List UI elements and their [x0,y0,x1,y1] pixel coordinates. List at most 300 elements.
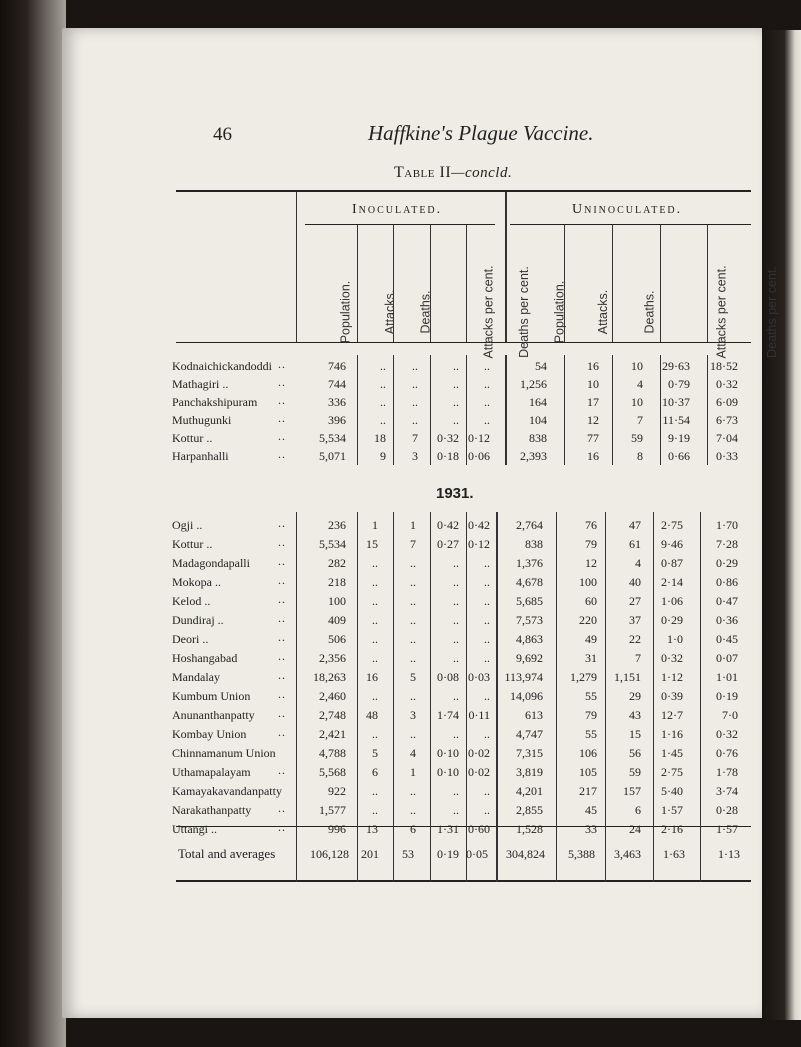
table-cell: 10·37 [662,395,690,409]
table-cell: .. [380,359,386,373]
table-cell: 164 [529,395,547,409]
table-cell: 0·03 [468,670,490,684]
table-cell: 0·10 [437,746,459,760]
year-heading: 1931. [436,485,474,502]
table-cell: 220 [579,613,597,627]
leader-dots: .. [278,535,286,549]
place-name: Mathagiri .. [172,377,229,391]
total-label: Total and averages [178,846,276,861]
table-cell: 55 [585,727,597,741]
table-row [0,765,801,785]
table-cell: 1·12 [661,670,683,684]
table-cell: 113,974 [504,670,543,684]
leader-dots: .. [278,820,286,834]
table-cell: 3 [412,449,418,463]
table-cell: .. [410,651,416,665]
table-cell: 3·74 [716,784,738,798]
column-header [628,232,657,334]
total-cell: 1·13 [718,847,740,861]
column-header-label: Deaths per cent. [764,266,779,358]
table-cell: 2·75 [661,765,683,779]
table-cell: 1,256 [520,377,547,391]
table-cell: .. [484,556,490,570]
col-divider [707,225,708,342]
table-cell: 29 [629,689,641,703]
totals-row [0,847,801,867]
table-cell: 24 [629,822,641,836]
table-cell: 1,376 [516,556,543,570]
place-name: Chinnamanum Union [172,746,276,760]
table-cell: .. [453,784,459,798]
table-cell: 746 [328,359,346,373]
total-cell: 201 [361,847,379,861]
table-cell: 12 [585,556,597,570]
place-name: Uthamapalayam [172,765,251,779]
table-cell: 5 [372,746,378,760]
leader-dots: .. [278,429,286,443]
place-name: Uttangi .. [172,822,217,836]
table-cell: .. [484,377,490,391]
column-header-label: Population. [552,280,567,344]
place-name: Anunanthanpatty [172,708,255,722]
column-header [314,232,353,344]
table-cell: 1·31 [437,822,459,836]
table-row [0,689,801,709]
table-row [0,359,801,379]
table-cell: .. [453,651,459,665]
header-bottom-rule [176,342,751,343]
table-cell: 47 [629,518,641,532]
table-cell: 2,460 [319,689,346,703]
leader-dots: .. [278,375,286,389]
place-name: Kodnaichickandoddi [172,359,272,373]
table-cell: 5,685 [516,594,543,608]
column-header-label: Attacks per cent. [481,265,496,359]
table-cell: .. [380,395,386,409]
table-cell: 77 [587,431,599,445]
table-cell: 6 [410,822,416,836]
table-cell: 5,534 [319,431,346,445]
leader-dots: .. [278,357,286,371]
table-cell: 0·32 [716,377,738,391]
table-cell: 13 [366,822,378,836]
table-cell: .. [453,727,459,741]
table-cell: 4,788 [319,746,346,760]
table-cell: 9 [380,449,386,463]
table-cell: .. [484,613,490,627]
col-divider [466,225,467,342]
table-cell: 5,534 [319,537,346,551]
table-cell: 744 [328,377,346,391]
table-cell: 6·73 [716,413,738,427]
table-cell: 9·46 [661,537,683,551]
column-header-label: Population. [338,280,353,344]
table-cell: .. [484,359,490,373]
table-cell: .. [484,689,490,703]
column-header [404,232,433,334]
table-cell: 2,748 [319,708,346,722]
table-cell: .. [412,359,418,373]
table-cell: .. [372,651,378,665]
table-cell: 55 [585,689,597,703]
table-cell: 8 [637,449,643,463]
table-cell: 336 [328,395,346,409]
table-cell: .. [380,413,386,427]
table-cell: 2,855 [516,803,543,817]
table-cell: 15 [629,727,641,741]
table-cell: 0·28 [716,803,738,817]
table-cell: 18 [374,431,386,445]
place-name: Mandalay [172,670,220,684]
table-row [0,537,801,557]
table-row [0,803,801,823]
table-cell: 104 [529,413,547,427]
table-cell: .. [410,575,416,589]
table-cell: 0·42 [468,518,490,532]
table-row [0,556,801,576]
table-cell: 7 [635,651,641,665]
table-cell: 217 [579,784,597,798]
table-cell: 506 [328,632,346,646]
table-cell: 9,692 [516,651,543,665]
table-cell: 9·19 [668,431,690,445]
table-cell: 0·36 [716,613,738,627]
table-cell: .. [410,689,416,703]
column-header-label: Deaths. [642,290,657,334]
table-row [0,431,801,451]
table-cell: 49 [585,632,597,646]
column-header-label: Attacks per cent. [714,265,729,359]
group-rule-uninoculated [510,224,751,225]
leader-dots: .. [278,411,286,425]
table-cell: 2,356 [319,651,346,665]
col-divider [612,225,613,342]
table-row [0,395,801,415]
table-cell: .. [372,632,378,646]
table-cell: 16 [587,449,599,463]
table-cell: 218 [328,575,346,589]
table-cell: .. [484,727,490,741]
table-cell: 29·63 [662,359,690,373]
table-cell: 56 [629,746,641,760]
table-row [0,727,801,747]
table-cell: 2,764 [516,518,543,532]
table-cell: 10 [587,377,599,391]
col-divider [660,225,661,342]
leader-dots: .. [278,554,286,568]
table-cell: 0·66 [668,449,690,463]
column-header-label: Deaths per cent. [516,266,531,358]
table-cell: 22 [629,632,641,646]
table-cell: .. [453,632,459,646]
table-cell: 1·70 [716,518,738,532]
table-cell: 2,421 [319,727,346,741]
table-cell: 0·29 [716,556,738,570]
table-cell: 37 [629,613,641,627]
table-cell: .. [484,575,490,589]
table-cell: .. [453,377,459,391]
column-header [368,232,398,335]
table-row [0,413,801,433]
table-cell: 6 [372,765,378,779]
table-cell: 0·06 [468,449,490,463]
page-number: 46 [213,124,232,145]
table-cell: .. [453,613,459,627]
table-cell: 2·14 [661,575,683,589]
table-cell: 409 [328,613,346,627]
leader-dots: .. [278,763,286,777]
table-cell: 3,819 [516,765,543,779]
table-row [0,708,801,728]
table-cell: 7·04 [716,431,738,445]
table-cell: 1,151 [614,670,641,684]
leader-dots: .. [278,668,286,682]
table-cell: .. [484,803,490,817]
table-cell: 79 [585,537,597,551]
table-cell: 43 [629,708,641,722]
table-title-main: Table II [394,164,452,181]
column-header [726,232,779,358]
place-name: Ogji .. [172,518,203,532]
table-cell: .. [484,651,490,665]
table-cell: 838 [525,537,543,551]
leader-dots: .. [278,447,286,461]
table-cell: 838 [529,431,547,445]
total-cell: 3,463 [614,847,641,861]
table-cell: 105 [579,765,597,779]
table-cell: .. [484,395,490,409]
table-cell: 0·27 [437,537,459,551]
leader-dots: .. [278,516,286,530]
table-cell: 4 [410,746,416,760]
table-cell: .. [412,413,418,427]
table-row [0,613,801,633]
table-cell: 59 [631,431,643,445]
table-cell: 396 [328,413,346,427]
place-name: Kottur .. [172,431,213,445]
table-row [0,784,801,804]
place-name: Kottur .. [172,537,213,551]
table-cell: 11·54 [662,413,690,427]
table-cell: 0·29 [661,613,683,627]
table-cell: 14,096 [510,689,543,703]
column-header-label: Attacks. [596,289,611,335]
table-cell: 0·33 [716,449,738,463]
table-cell: 4,201 [516,784,543,798]
column-header [442,232,496,359]
table-cell: 0·86 [716,575,738,589]
col-divider-main [505,192,507,342]
table-cell: 5,071 [319,449,346,463]
total-cell: 1·63 [663,847,685,861]
table-cell: 1·57 [661,803,683,817]
table-cell: .. [453,803,459,817]
inoculated-header: Inoculated. [352,202,443,217]
table-cell: 7 [637,413,643,427]
table-cell: .. [453,689,459,703]
table-cell: 0·45 [716,632,738,646]
place-name: Kamayakavandanpatty [172,784,282,798]
table-cell: 236 [328,518,346,532]
table-cell: 16 [366,670,378,684]
table-cell: .. [410,613,416,627]
table-cell: 0·07 [716,651,738,665]
table-cell: 100 [579,575,597,589]
table-cell: .. [372,556,378,570]
table-cell: 0·18 [437,449,459,463]
column-header [675,232,729,359]
table-cell: .. [410,803,416,817]
table-cell: 6·09 [716,395,738,409]
place-name: Dundiraj .. [172,613,224,627]
column-header-label: Deaths. [418,290,433,334]
table-cell: 0·39 [661,689,683,703]
total-cell: 5,388 [568,847,595,861]
table-cell: .. [372,613,378,627]
table-cell: .. [372,689,378,703]
table-title-suffix: —concld. [451,165,513,181]
table-cell: .. [412,395,418,409]
table-cell: 2,393 [520,449,547,463]
table-cell: 59 [629,765,641,779]
uninoculated-header: Uninoculated. [572,202,683,217]
table-cell: 4 [637,377,643,391]
table-cell: .. [380,377,386,391]
table-cell: .. [484,413,490,427]
table-cell: 18,263 [313,670,346,684]
column-header [581,232,611,335]
table-cell: 1·0 [667,632,683,646]
place-name: Deori .. [172,632,209,646]
total-cell: 106,128 [310,847,349,861]
table-row [0,575,801,595]
table-row [0,822,801,842]
table-cell: 5·40 [661,784,683,798]
table-cell: 7·0 [722,708,738,722]
table-cell: 3 [410,708,416,722]
table-cell: 10 [631,395,643,409]
place-name: Mokopa .. [172,575,221,589]
table-cell: .. [372,575,378,589]
table-cell: .. [372,727,378,741]
table-cell: 10 [631,359,643,373]
table-cell: 0·12 [468,431,490,445]
table-cell: 0·32 [437,431,459,445]
table-cell: 12 [587,413,599,427]
table-cell: 6 [635,803,641,817]
table-cell: 1·45 [661,746,683,760]
place-name: Panchakshipuram [172,395,258,409]
table-cell: 5,568 [319,765,346,779]
table-cell: 922 [328,784,346,798]
table-cell: 0·42 [437,518,459,532]
table-cell: .. [453,359,459,373]
top-rule [176,190,751,192]
col-divider [357,225,358,342]
leader-dots: .. [278,592,286,606]
table-cell: .. [410,556,416,570]
table-cell: 282 [328,556,346,570]
place-name: Madagondapalli [172,556,250,570]
table-cell: 1 [410,518,416,532]
leader-dots: .. [278,573,286,587]
table-cell: 18·52 [710,359,738,373]
leader-dots: .. [278,687,286,701]
table-cell: .. [410,784,416,798]
total-cell: 304,824 [506,847,545,861]
table-cell: 7,315 [516,746,543,760]
table-cell: 31 [585,651,597,665]
place-name: Muthugunki [172,413,232,427]
table-cell: 0·08 [437,670,459,684]
table-cell: .. [372,594,378,608]
table-cell: 0·32 [661,651,683,665]
table-row [0,651,801,671]
leader-dots: .. [278,630,286,644]
column-header-label: Attacks. [383,289,398,335]
table-cell: 1·74 [437,708,459,722]
table-cell: 4,747 [516,727,543,741]
table-cell: .. [484,594,490,608]
place-name: Harpanhalli [172,449,229,463]
table-cell: 60 [585,594,597,608]
table-cell: 0·10 [437,765,459,779]
table-cell: 613 [525,708,543,722]
table-cell: 0·87 [661,556,683,570]
table-row [0,670,801,690]
col-divider [296,192,297,342]
table-cell: 1·78 [716,765,738,779]
place-name: Hoshangabad [172,651,238,665]
table-cell: 0·79 [668,377,690,391]
table-title [394,164,512,182]
table-cell: 5 [410,670,416,684]
table-cell: 106 [579,746,597,760]
table-cell: 40 [629,575,641,589]
table-row [0,594,801,614]
table-cell: 1,528 [516,822,543,836]
table-cell: 0·47 [716,594,738,608]
table-row [0,632,801,652]
table-cell: .. [453,594,459,608]
table-cell: 4,678 [516,575,543,589]
table-cell: .. [412,377,418,391]
table-cell: 15 [366,537,378,551]
leader-dots: .. [278,801,286,815]
table-cell: 2·16 [661,822,683,836]
table-cell: 16 [587,359,599,373]
total-cell: 53 [402,847,414,861]
table-cell: 7,573 [516,613,543,627]
table-cell: 61 [629,537,641,551]
table-cell: .. [372,803,378,817]
column-header [528,232,567,344]
table-row [0,518,801,538]
place-name: Kelod .. [172,594,211,608]
table-cell: 4,863 [516,632,543,646]
table-cell: 54 [535,359,547,373]
table-cell: 157 [623,784,641,798]
table-cell: 7 [410,537,416,551]
table-cell: 1 [410,765,416,779]
table-cell: 0·76 [716,746,738,760]
table-cell: 2·75 [661,518,683,532]
place-name: Kombay Union [172,727,247,741]
table-cell: 1·16 [661,727,683,741]
table-cell: 1·01 [716,670,738,684]
table-cell: 0·02 [468,746,490,760]
table-cell: 0·02 [468,765,490,779]
